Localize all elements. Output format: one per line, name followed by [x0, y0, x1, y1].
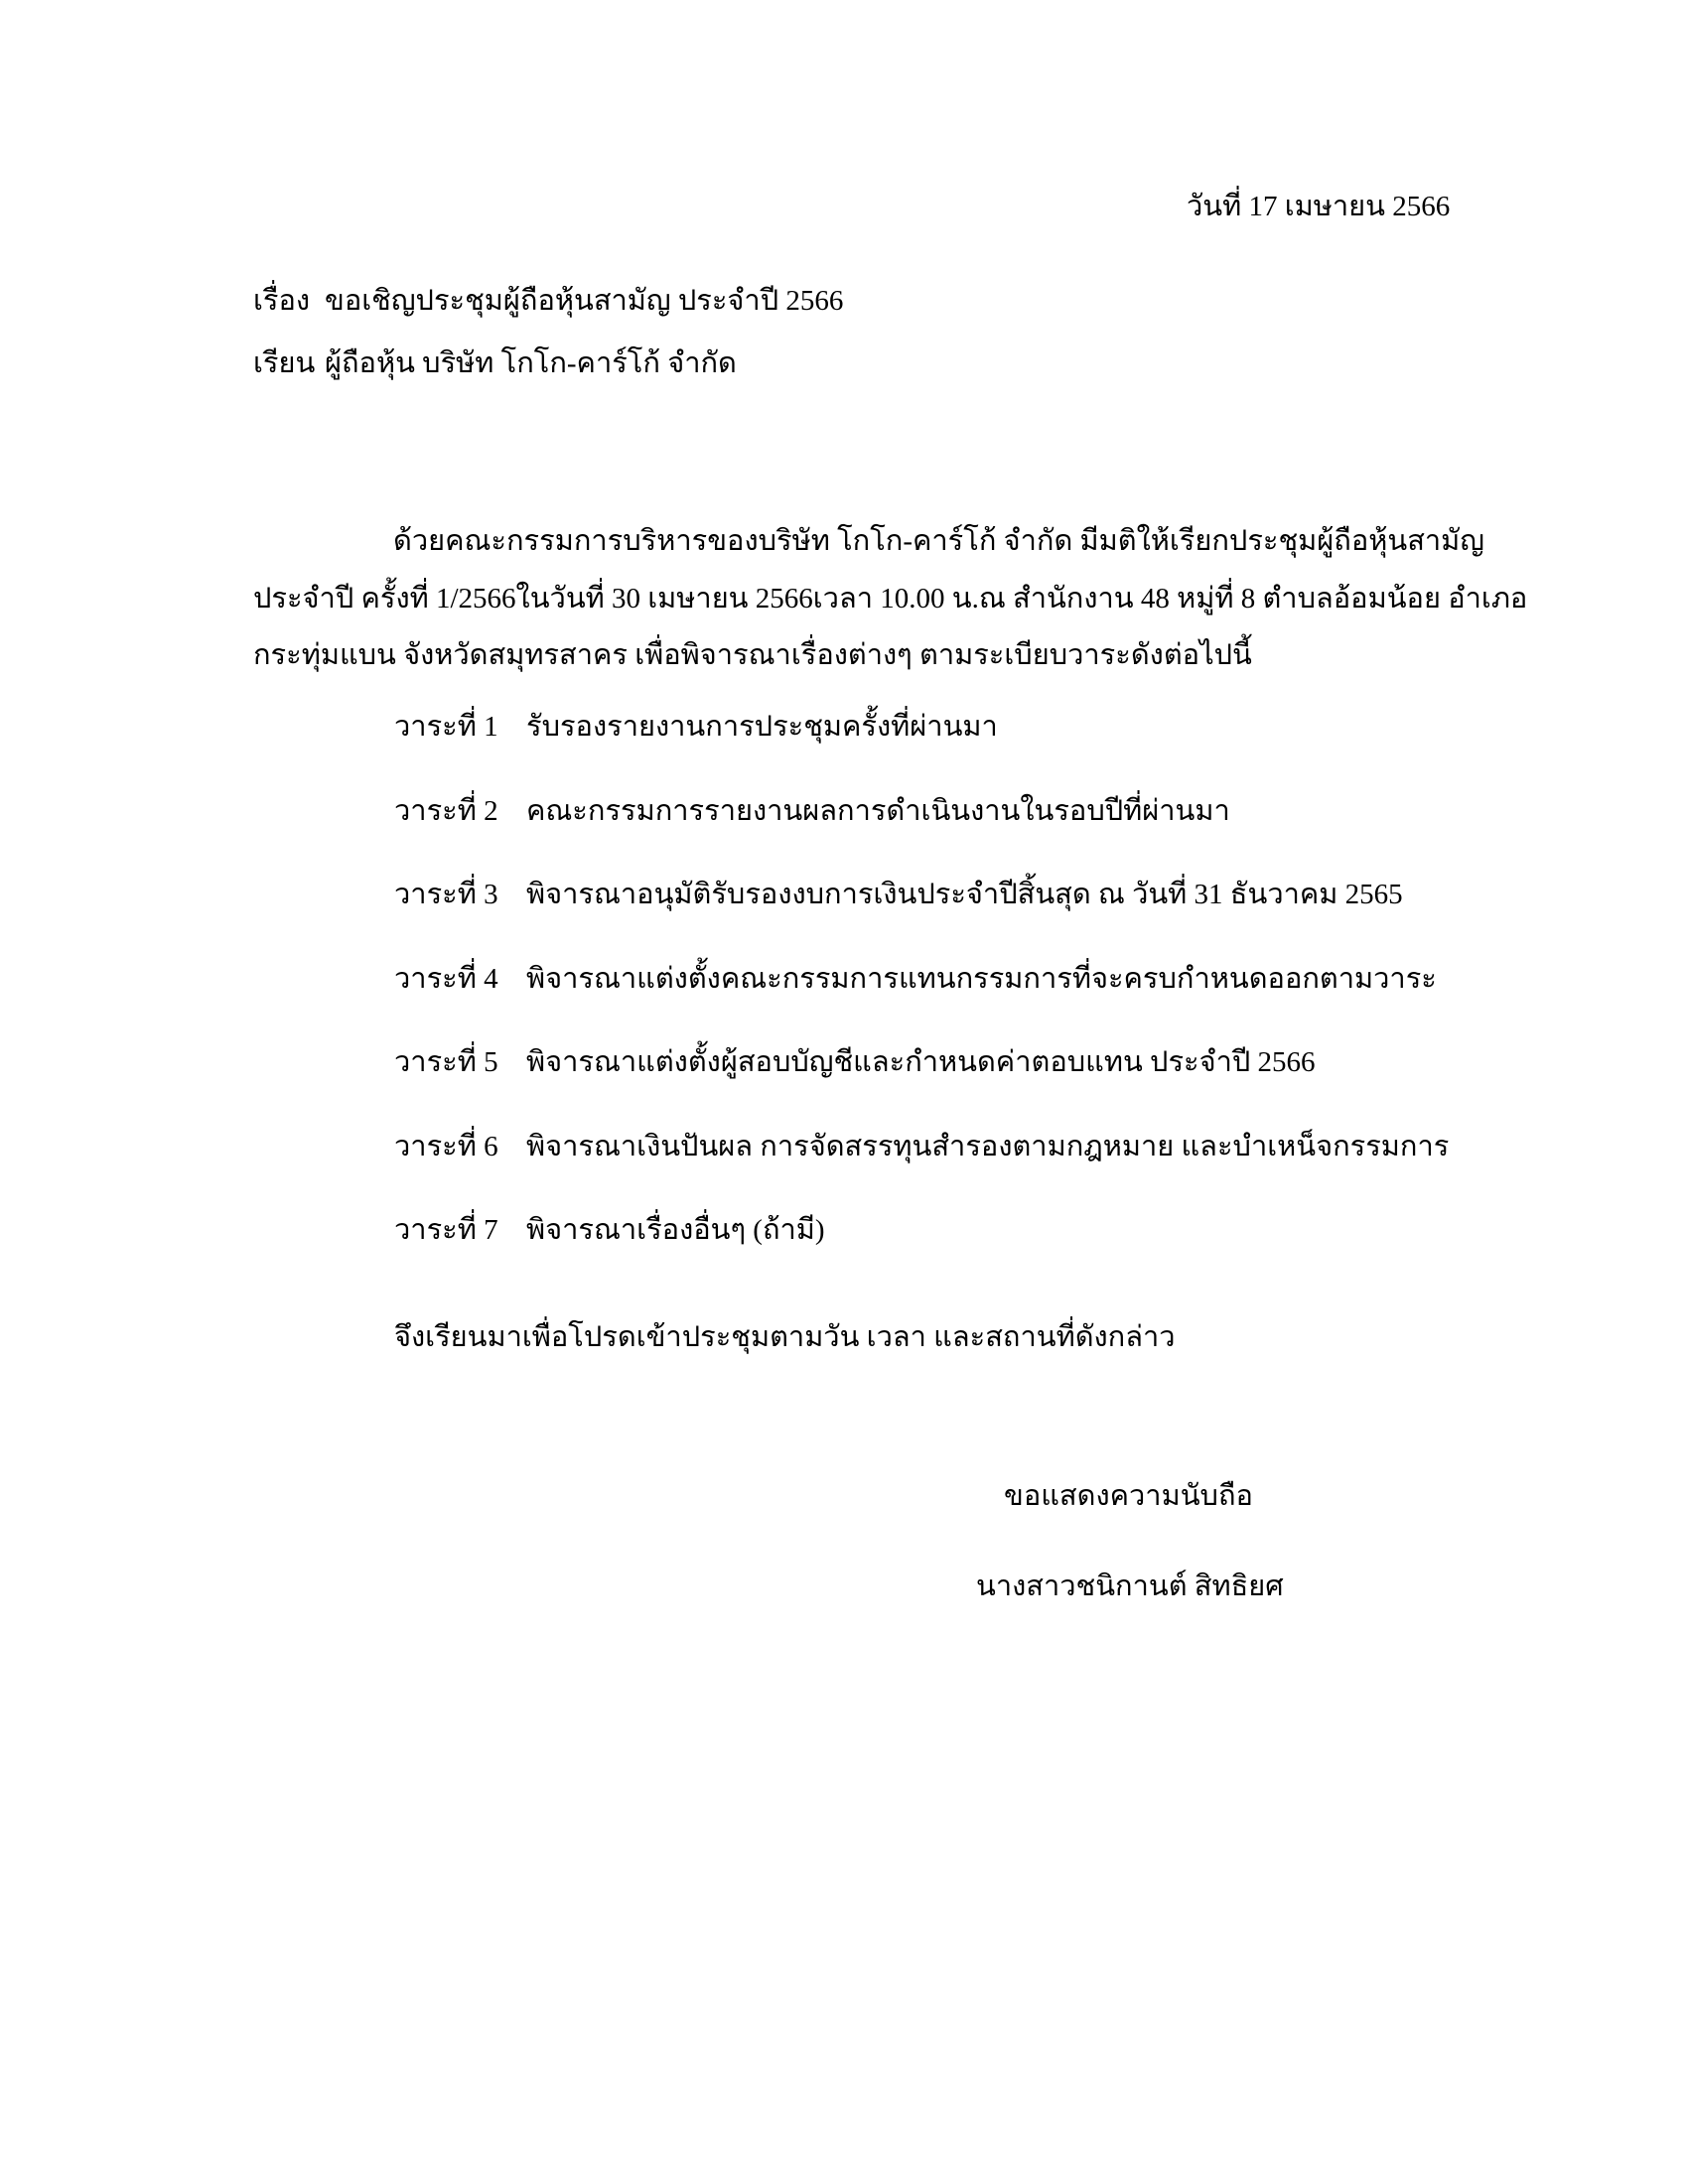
subject-label: เรื่อง [253, 285, 311, 317]
agenda-number: วาระที่ 7 [394, 1214, 498, 1246]
recipient-line [253, 343, 737, 383]
agenda-item [394, 1127, 1449, 1166]
agenda-item [394, 1042, 1316, 1082]
agenda-number: วาระที่ 2 [394, 795, 498, 827]
agenda-item [394, 707, 998, 747]
agenda-number: วาระที่ 5 [394, 1046, 498, 1078]
body-line-2: ประจำปี ครั้งที่ 1/2566ในวันที่ 30 เมษายน 2566เวลา 10.00 น.ณ สำนักงาน 48 หมู่ที่ 8 ตำบลอ้อมน้อย อำเภอ [253, 583, 1528, 614]
agenda-item [394, 1210, 825, 1250]
agenda-text: พิจารณาเรื่องอื่นๆ (ถ้ามี) [526, 1214, 825, 1246]
agenda-item [394, 791, 1230, 831]
agenda-text: รับรองรายงานการประชุมครั้งที่ผ่านมา [526, 711, 998, 743]
agenda-number: วาระที่ 4 [394, 963, 498, 995]
complimentary-close: ขอแสดงความนับถือ [1004, 1480, 1253, 1512]
body-line-3: กระทุ่มแบน จังหวัดสมุทรสาคร เพื่อพิจารณาเรื่องต่างๆ ตามระเบียบวาระดังต่อไปนี้ [253, 639, 1252, 671]
body-line-1: ด้วยคณะกรรมการบริหารของบริษัท โกโก-คาร์โก้ จำกัด มีมติให้เรียกประชุมผู้ถือหุ้นสามัญ [393, 525, 1485, 557]
agenda-number: วาระที่ 3 [394, 879, 498, 910]
agenda-item [394, 875, 1403, 914]
agenda-item [394, 959, 1437, 999]
signer-name: นางสาวชนิกานต์ สิทธิยศ [976, 1570, 1284, 1602]
subject-line [253, 281, 843, 321]
agenda-text: พิจารณาแต่งตั้งคณะกรรมการแทนกรรมการที่จะครบกำหนดออกตามวาระ [526, 963, 1437, 995]
letter-date: วันที่ 17 เมษายน 2566 [1187, 191, 1451, 222]
closing-sentence: จึงเรียนมาเพื่อโปรดเข้าประชุมตามวัน เวลา และสถานที่ดังกล่าว [394, 1321, 1176, 1353]
agenda-text: พิจารณาเงินปันผล การจัดสรรทุนสำรองตามกฎหมาย และบำเหน็จกรรมการ [526, 1131, 1450, 1162]
agenda-number: วาระที่ 1 [394, 711, 498, 743]
agenda-text: คณะกรรมการรายงานผลการดำเนินงานในรอบปีที่ผ่านมา [526, 795, 1230, 827]
recipient-text: ผู้ถือหุ้น บริษัท โกโก-คาร์โก้ จำกัด [325, 347, 737, 379]
subject-text: ขอเชิญประชุมผู้ถือหุ้นสามัญ ประจำปี 2566 [325, 285, 844, 317]
agenda-text: พิจารณาแต่งตั้งผู้สอบบัญชีและกำหนดค่าตอบแทน ประจำปี 2566 [526, 1046, 1316, 1078]
recipient-label: เรียน [253, 347, 316, 379]
agenda-text: พิจารณาอนุมัติรับรองงบการเงินประจำปีสิ้นสุด ณ วันที่ 31 ธันวาคม 2565 [526, 879, 1403, 910]
agenda-number: วาระที่ 6 [394, 1131, 498, 1162]
